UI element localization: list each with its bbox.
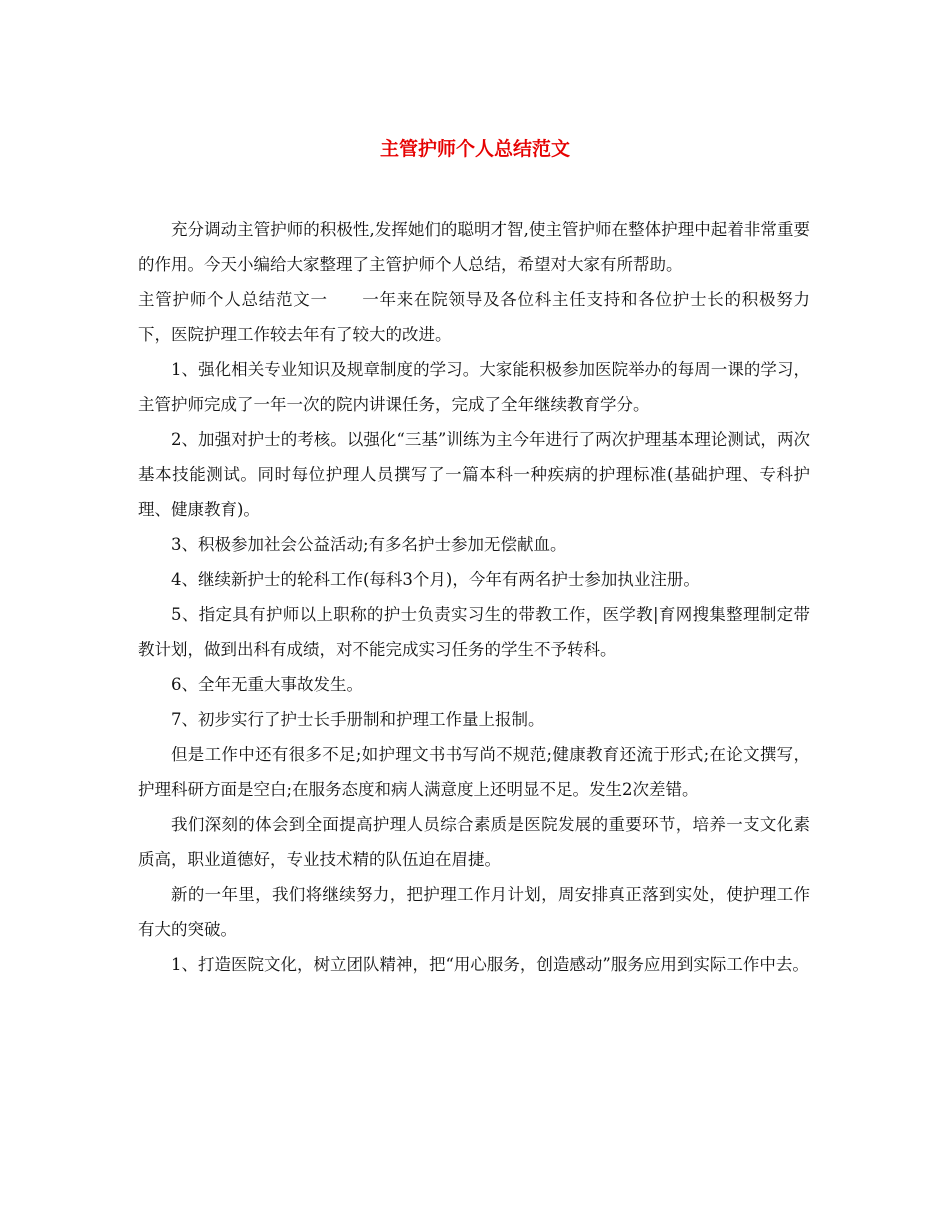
paragraph: 主管护师个人总结范文一 一年来在院领导及各位科主任支持和各位护士长的积极努力下，医院护理工作较去年有了较大的改进。 <box>138 290 810 344</box>
paragraph: 3、积极参加社会公益活动;有多名护士参加无偿献血。 <box>171 535 567 554</box>
paragraph: 1、强化相关专业知识及规章制度的学习。大家能积极参加医院举办的每周一课的学习，主管护师完成了一年一次的院内讲课任务，完成了全年继续教育学分。 <box>138 360 810 414</box>
paragraph: 1、打造医院文化，树立团队精神，把“用心服务，创造感动”服务应用到实际工作中去。 <box>171 955 809 974</box>
paragraph: 4、继续新护士的轮科工作(每科3个月)，今年有两名护士参加执业注册。 <box>171 570 700 589</box>
document-body <box>138 212 810 982</box>
paragraph: 我们深刻的体会到全面提高护理人员综合素质是医院发展的重要环节，培养一支文化素质高，职业道德好，专业技术精的队伍迫在眉捷。 <box>138 815 810 869</box>
paragraph: 新的一年里，我们将继续努力，把护理工作月计划，周安排真正落到实处，使护理工作有大的突破。 <box>138 885 810 939</box>
paragraph: 5、指定具有护师以上职称的护士负责实习生的带教工作，医学教|育网搜集整理制定带教计划，做到出科有成绩，对不能完成实习任务的学生不予转科。 <box>138 605 810 659</box>
document-title: 主管护师个人总结范文 <box>379 138 570 160</box>
paragraph: 2、加强对护士的考核。以强化“三基”训练为主今年进行了两次护理基本理论测试，两次基本技能测试。同时每位护理人员撰写了一篇本科一种疾病的护理标准(基础护理、专科护理、健康教育)。 <box>138 430 810 519</box>
paragraph: 但是工作中还有很多不足;如护理文书书写尚不规范;健康教育还流于形式;在论文撰写，护理科研方面是空白;在服务态度和病人满意度上还明显不足。发生2次差错。 <box>138 745 810 799</box>
paragraph: 7、初步实行了护士长手册制和护理工作量上报制。 <box>171 710 545 729</box>
paragraph: 6、全年无重大事故发生。 <box>171 675 363 694</box>
paragraph: 充分调动主管护师的积极性,发挥她们的聪明才智,使主管护师在整体护理中起着非常重要的作用。今天小编给大家整理了主管护师个人总结，希望对大家有所帮助。 <box>138 220 810 274</box>
